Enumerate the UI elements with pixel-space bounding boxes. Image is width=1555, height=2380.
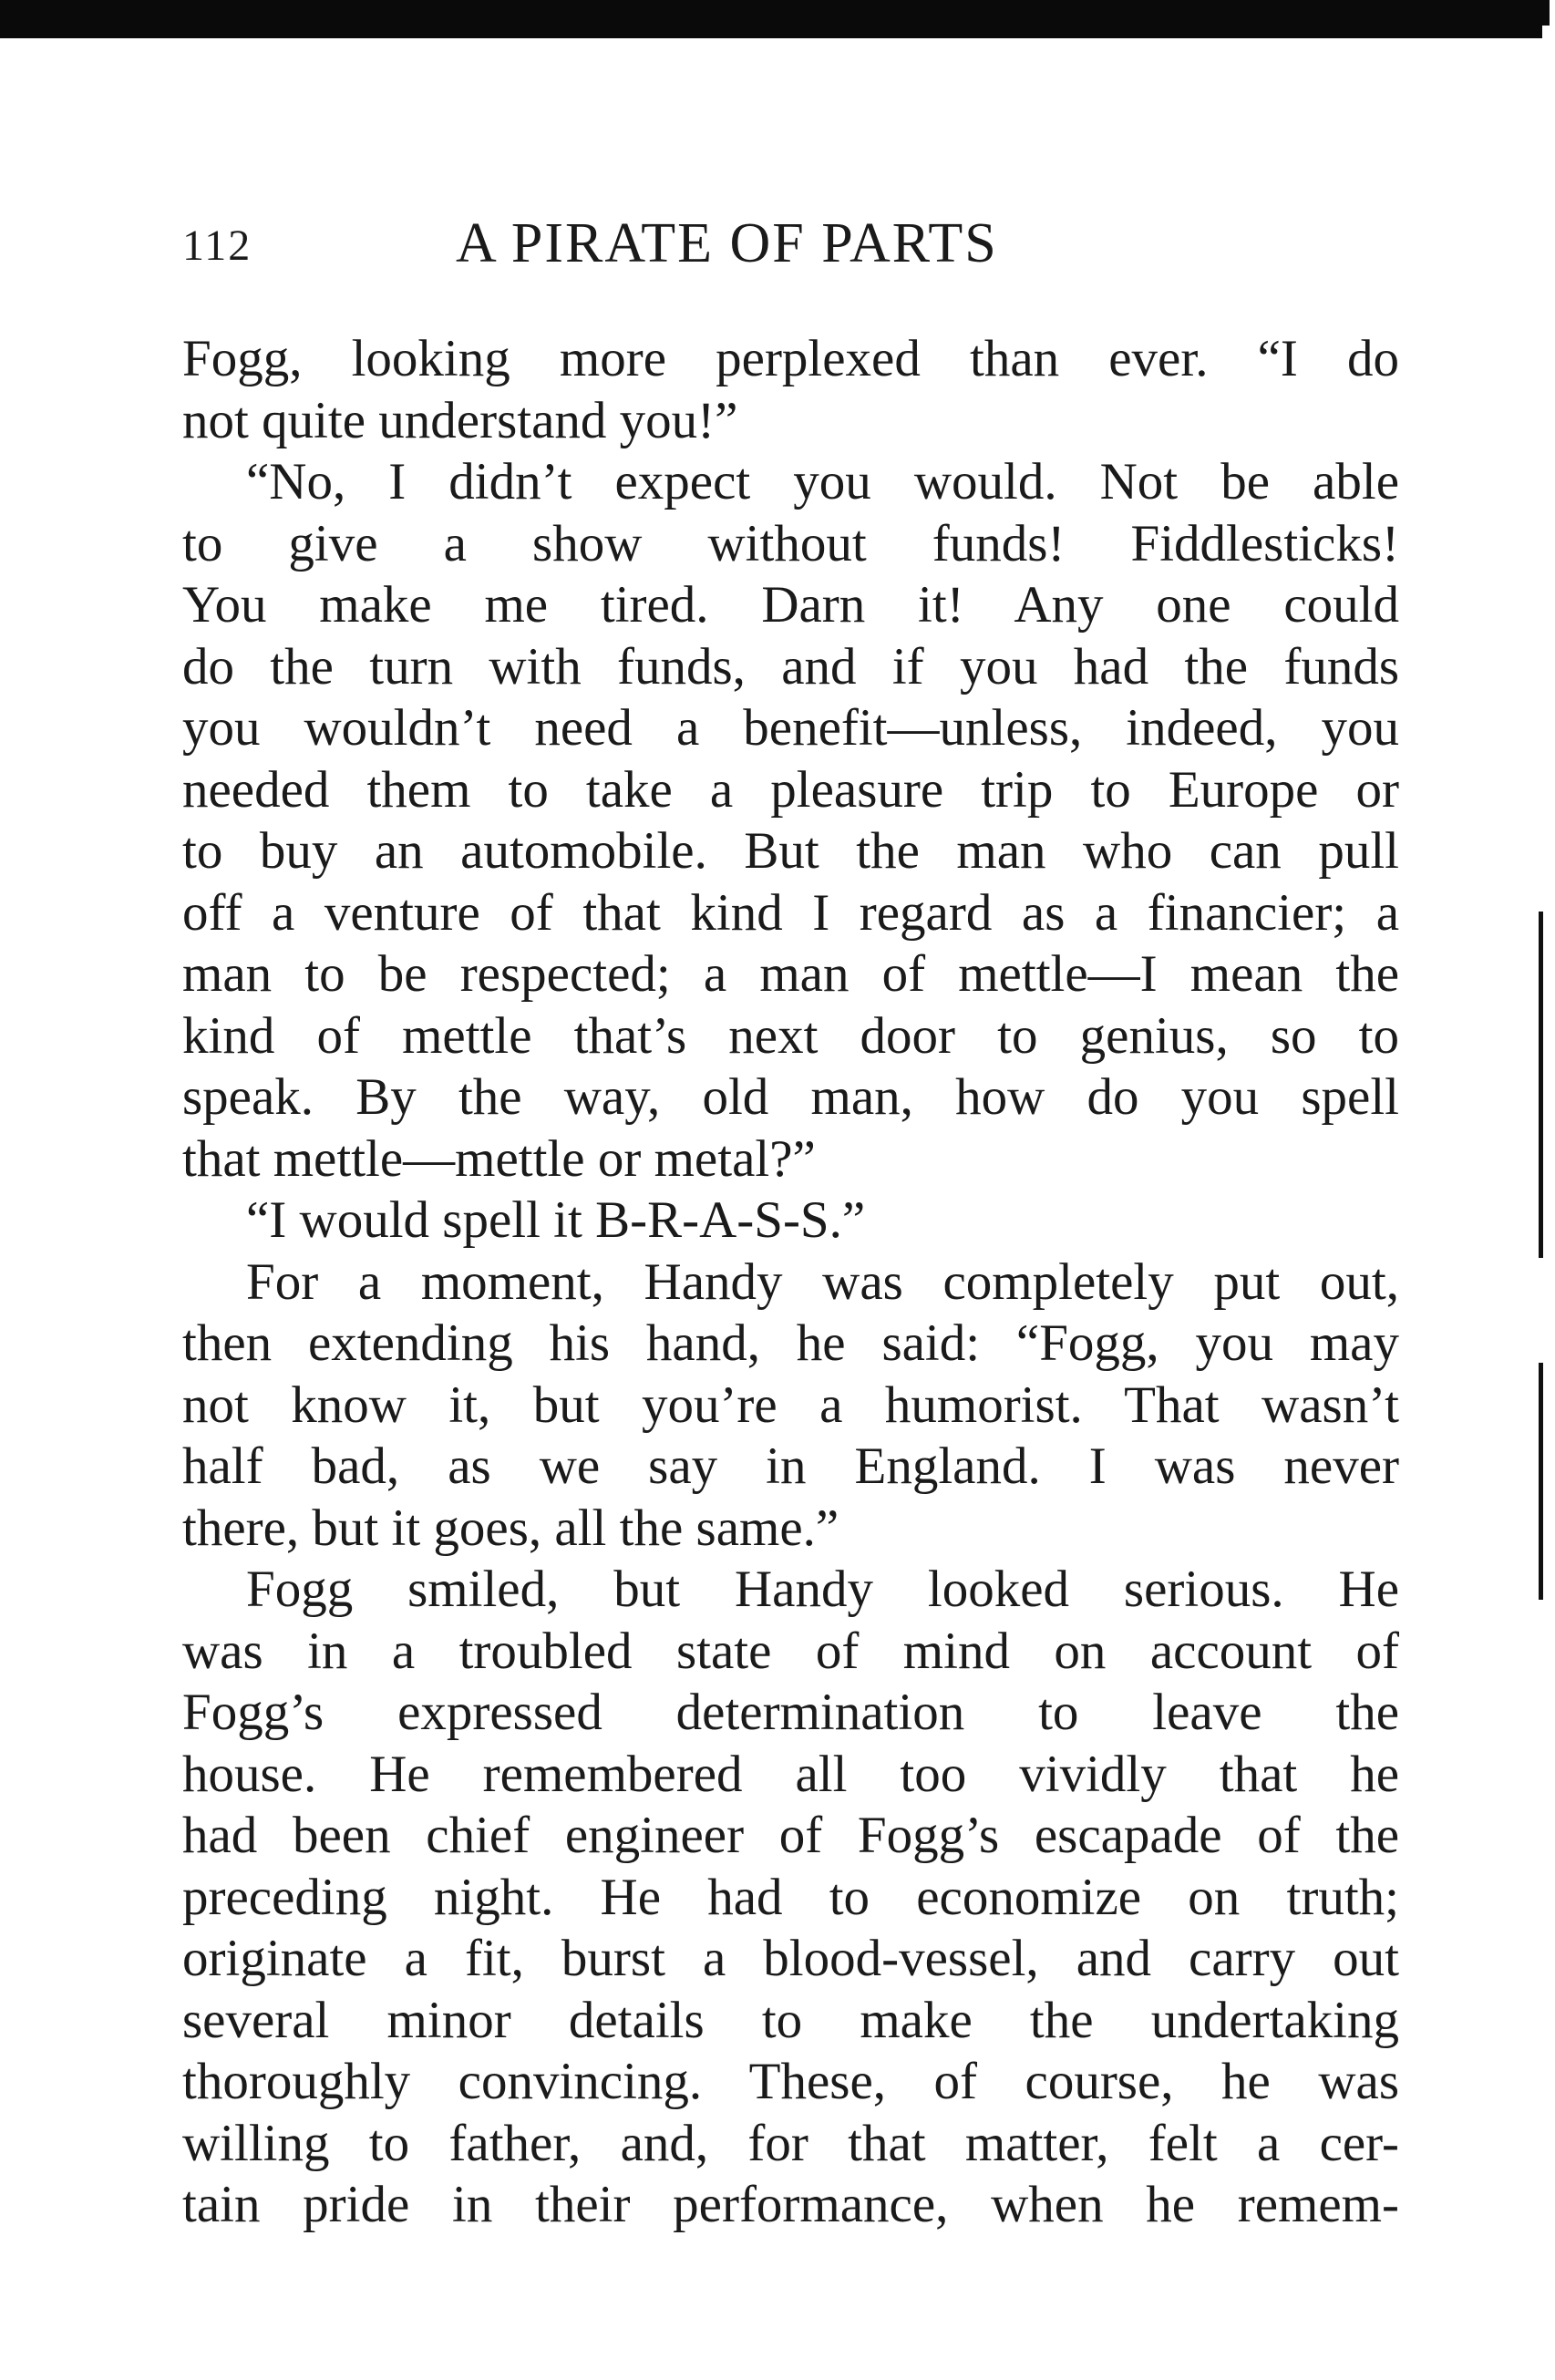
text-line: house. He remembered all too vividly that he xyxy=(182,1745,1399,1803)
text-line: was in a troubled state of mind on account of xyxy=(182,1622,1399,1680)
top-border-rule xyxy=(0,0,1542,38)
text-line: “I would spell it B-R-A-S-S.” xyxy=(246,1191,866,1249)
text-line: off a venture of that kind I regard as a financier; a xyxy=(182,883,1399,942)
text-line: not know it, but you’re a humorist. That wasn’t xyxy=(182,1375,1399,1434)
margin-scan-mark xyxy=(1539,1363,1543,1600)
text-line: preceding night. He had to economize on truth; xyxy=(182,1868,1399,1926)
text-line: “No, I didn’t expect you would. Not be able xyxy=(246,453,1399,510)
page-header xyxy=(182,211,1404,284)
text-line: You make me tired. Darn it! Any one could xyxy=(182,576,1399,634)
body-text xyxy=(182,328,1399,2236)
page-number: 112 xyxy=(182,222,252,270)
text-line: not quite understand you!” xyxy=(182,391,738,449)
text-line: originate a fit, burst a blood-vessel, and carry out xyxy=(182,1930,1399,1987)
margin-scan-mark xyxy=(1539,912,1543,1258)
text-line: needed them to take a pleasure trip to Europe or xyxy=(182,760,1399,819)
text-line: do the turn with funds, and if you had the funds xyxy=(182,637,1399,695)
text-line: several minor details to make the undertaking xyxy=(182,1991,1399,2049)
text-line: then extending his hand, he said: “Fogg, you may xyxy=(182,1314,1399,1372)
text-line: there, but it goes, all the same.” xyxy=(182,1499,839,1557)
text-line: speak. By the way, old man, how do you spell xyxy=(182,1068,1399,1126)
text-line: Fogg smiled, but Handy looked serious. He xyxy=(246,1561,1399,1618)
text-line: kind of mettle that’s next door to genius, so to xyxy=(182,1006,1399,1065)
text-line: had been chief engineer of Fogg’s escapade of the xyxy=(182,1807,1399,1864)
text-line: tain pride in their performance, when he remem- xyxy=(182,2176,1399,2233)
top-border-rule-end xyxy=(1542,0,1550,26)
text-line: that mettle—mettle or metal?” xyxy=(182,1129,816,1188)
text-line: you wouldn’t need a benefit—unless, indeed, you xyxy=(182,699,1399,757)
text-line: thoroughly convincing. These, of course, he was xyxy=(182,2053,1399,2110)
text-line: man to be respected; a man of mettle—I mean the xyxy=(182,945,1399,1003)
text-line: to buy an automobile. But the man who can pull xyxy=(182,822,1399,880)
running-title: A PIRATE OF PARTS xyxy=(456,212,998,274)
text-line: half bad, as we say in England. I was never xyxy=(182,1437,1399,1495)
text-line: willing to father, and, for that matter, felt a cer- xyxy=(182,2114,1399,2172)
text-line: to give a show without funds! Fiddlesticks! xyxy=(182,514,1399,572)
text-line: Fogg, looking more perplexed than ever. “I do xyxy=(182,330,1399,387)
text-line: Fogg’s expressed determination to leave the xyxy=(182,1684,1399,1741)
text-line: For a moment, Handy was completely put out, xyxy=(246,1252,1399,1311)
